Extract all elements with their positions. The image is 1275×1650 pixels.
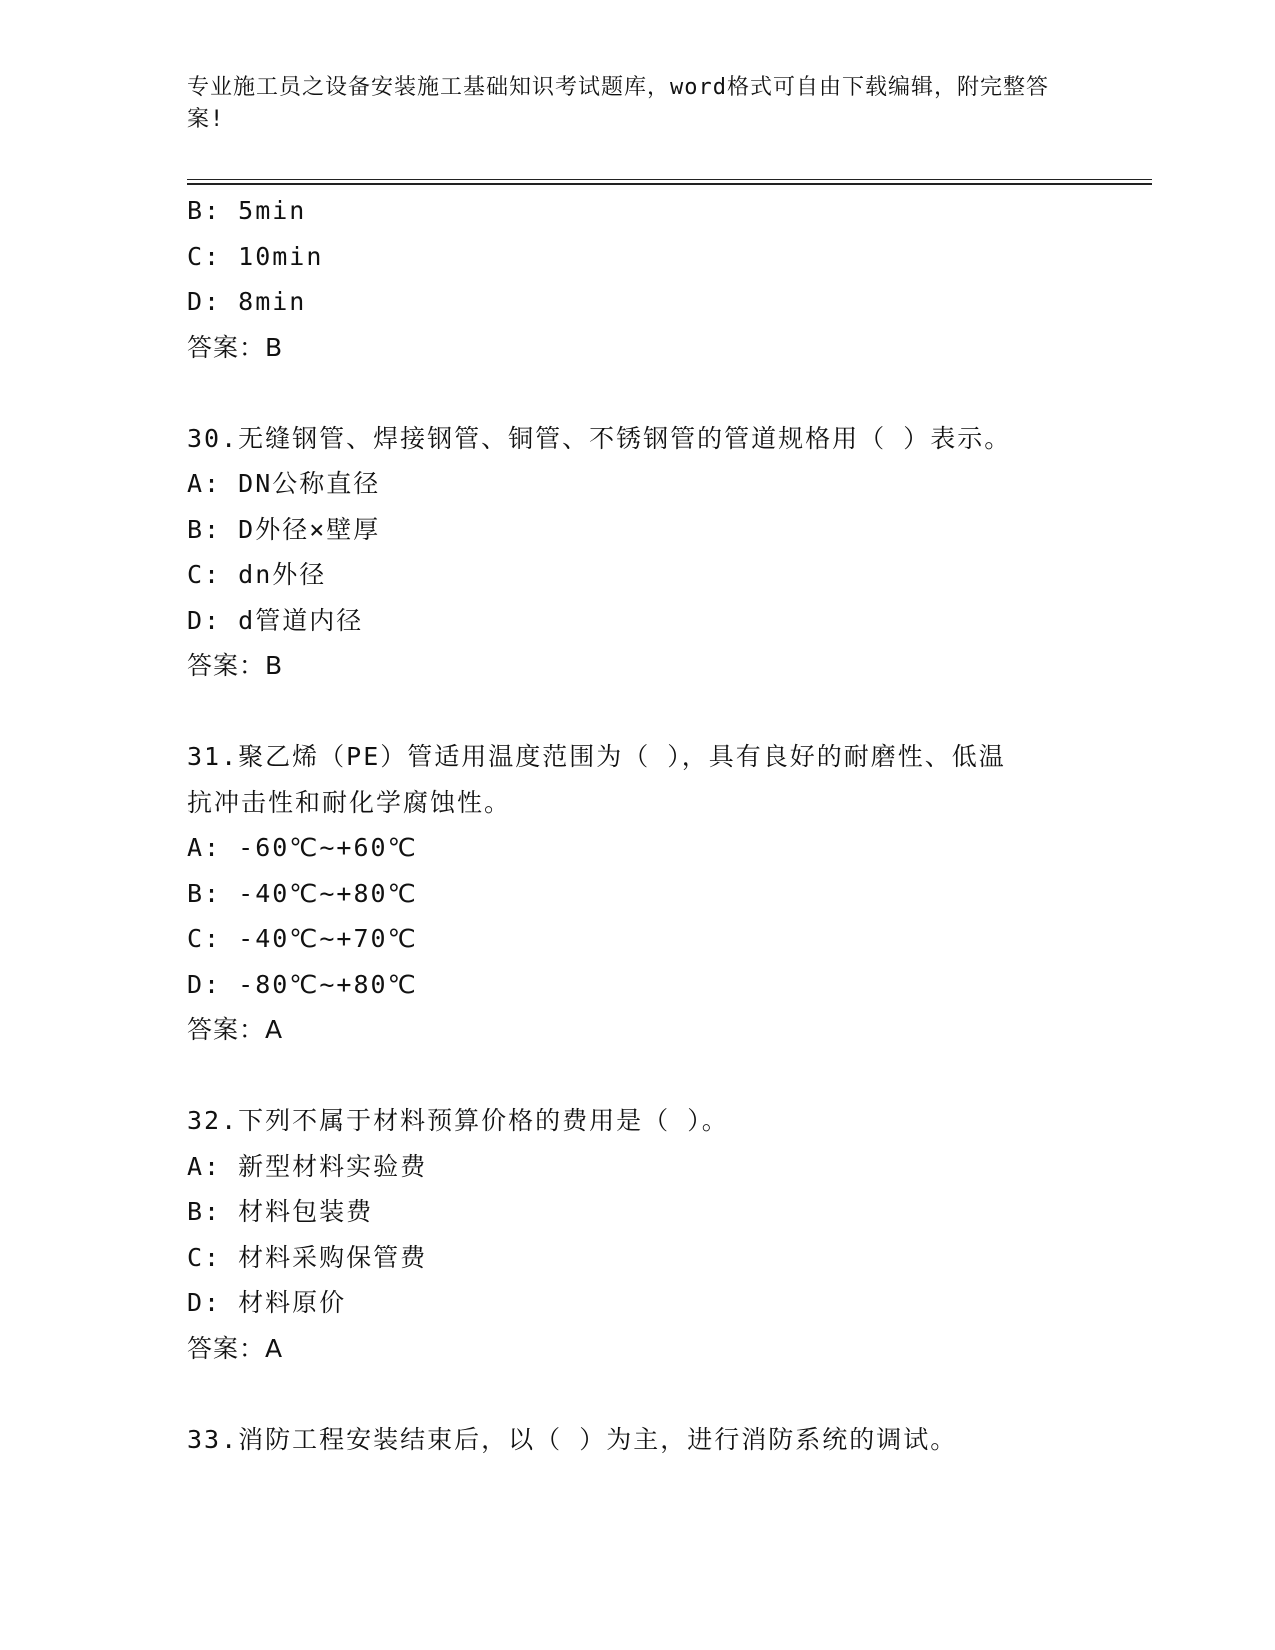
option-a: A: -60℃~+60℃ xyxy=(187,833,418,862)
question-number: 30. xyxy=(187,423,239,453)
option-c: C: 材料采购保管费 xyxy=(187,1242,428,1272)
question-number: 31. xyxy=(187,742,239,771)
question-stem xyxy=(187,1417,1087,1463)
answer-line: 答案：B xyxy=(187,651,284,680)
answer-line: 答案：B xyxy=(187,332,284,362)
question-33 xyxy=(187,1417,1087,1463)
option-c: C: dn外径 xyxy=(187,560,327,589)
option-a: A: 新型材料实验费 xyxy=(187,1151,428,1181)
question-text: 无缝钢管、焊接钢管、铜管、不锈钢管的管道规格用（ ）表示。 xyxy=(238,423,1012,453)
spacer xyxy=(187,1371,1087,1417)
question-text: 消防工程安装结束后，以（ ）为主，进行消防系统的调试。 xyxy=(238,1424,958,1454)
spacer xyxy=(187,1053,1087,1099)
option-d: D: d管道内径 xyxy=(187,605,364,635)
option-b: B: 材料包装费 xyxy=(187,1197,374,1226)
question-text-line-2: 抗冲击性和耐化学腐蚀性。 xyxy=(187,787,512,817)
question-stem xyxy=(187,734,1087,780)
question-29-fragment xyxy=(187,188,1087,370)
header-rule-thin xyxy=(187,179,1152,180)
question-list xyxy=(187,188,1087,1462)
option-d: D: 8min xyxy=(187,287,307,316)
question-text: 下列不属于材料预算价格的费用是（ ）。 xyxy=(238,1106,729,1135)
spacer xyxy=(187,689,1087,735)
question-number: 32. xyxy=(187,1106,239,1135)
header-rule-thick xyxy=(187,183,1152,185)
option-d: D: -80℃~+80℃ xyxy=(187,969,418,999)
spacer xyxy=(187,370,1087,416)
option-d: D: 材料原价 xyxy=(187,1288,347,1317)
answer-line: 答案：A xyxy=(187,1333,284,1363)
question-stem xyxy=(187,416,1087,462)
option-a: A: DN公称直径 xyxy=(187,469,381,498)
page-header: 专业施工员之设备安装施工基础知识考试题库，word格式可自由下载编辑，附完整答案! xyxy=(187,75,1049,132)
answer-line: 答案：A xyxy=(187,1015,284,1044)
option-b: B: -40℃~+80℃ xyxy=(187,878,418,908)
option-c: C: 10min xyxy=(187,241,324,271)
option-b: B: 5min xyxy=(187,196,307,225)
question-text-line-1: 聚乙烯（PE）管适用温度范围为（ ），具有良好的耐磨性、低温 xyxy=(238,742,1006,771)
question-number: 33. xyxy=(187,1424,239,1454)
question-32 xyxy=(187,1098,1087,1371)
question-stem xyxy=(187,1098,1087,1144)
question-30 xyxy=(187,416,1087,689)
option-c: C: -40℃~+70℃ xyxy=(187,924,418,953)
option-b: B: D外径×壁厚 xyxy=(187,514,381,544)
question-31 xyxy=(187,734,1087,1053)
